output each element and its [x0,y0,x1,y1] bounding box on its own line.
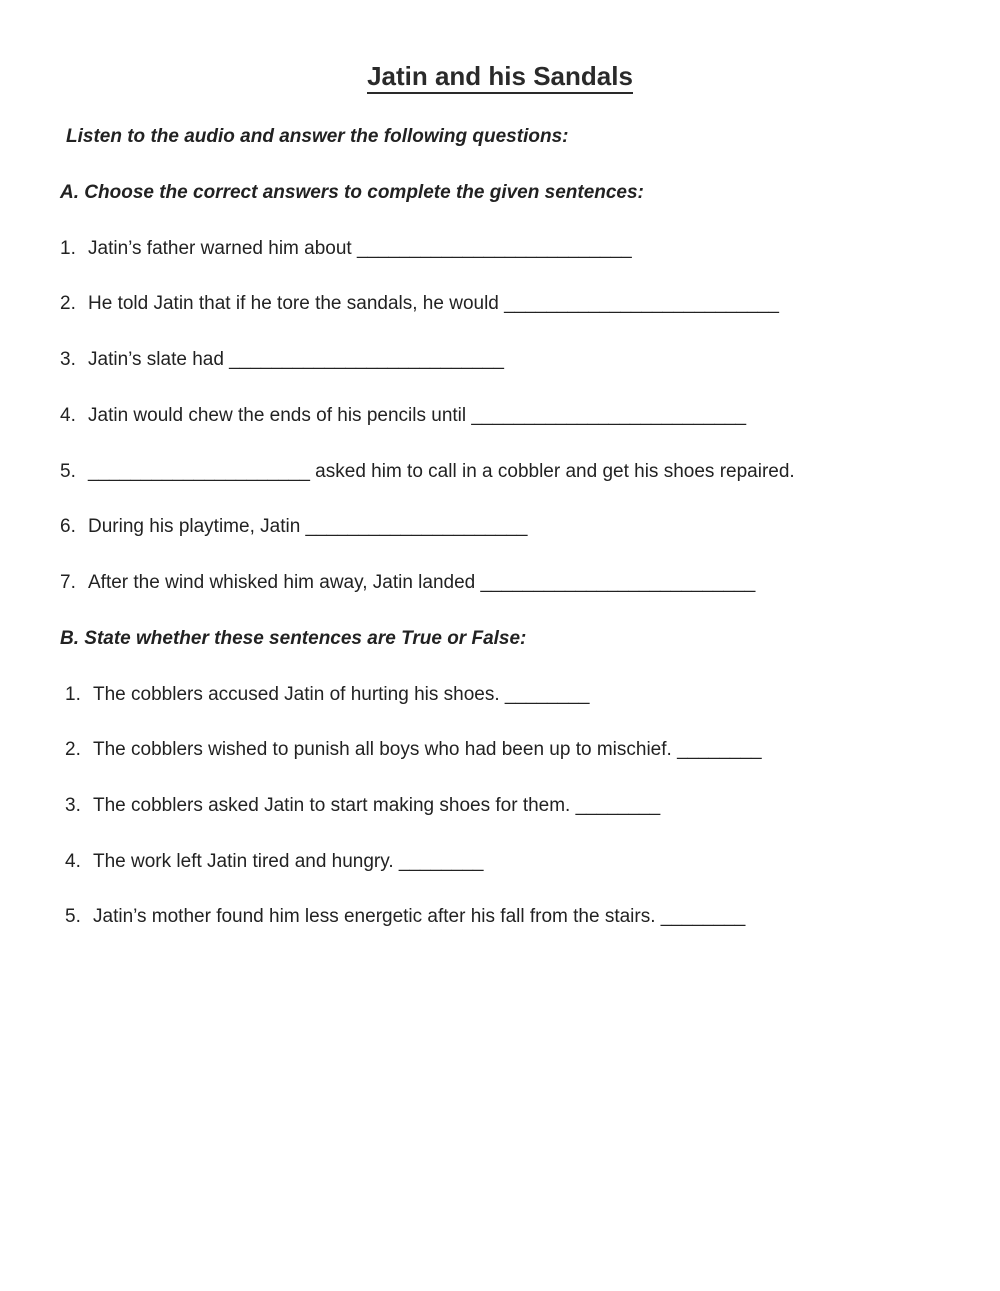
section-b-question-5 [65,904,745,930]
section-b-heading: B. State whether these sentences are True or False: [60,628,527,649]
section-a-question-5 [60,459,795,485]
question-number: 2. [60,293,76,314]
instruction-text: Listen to the audio and answer the following questions: [66,126,569,147]
question-number: 3. [65,795,81,816]
question-number: 7. [60,572,76,593]
title-text: Jatin and his Sandals [367,61,633,94]
question-number: 6. [60,516,76,537]
section-b-question-1 [65,682,589,708]
question-number: 4. [65,851,81,872]
section-a-question-4 [60,403,746,429]
section-a-question-7 [60,570,755,596]
question-text: The cobblers asked Jatin to start making shoes for them. ________ [93,795,661,816]
question-text: _____________________ asked him to call in a cobbler and get his shoes repaired. [88,461,795,482]
question-number: 1. [65,684,81,705]
section-b-question-2 [65,737,762,763]
question-text: The cobblers accused Jatin of hurting his shoes. ________ [93,684,590,705]
section-b-question-4 [65,849,483,875]
section-b-question-3 [65,793,660,819]
section-a-heading: A. Choose the correct answers to complete the given sentences: [60,182,644,203]
question-text: Jatin’s mother found him less energetic after his fall from the stairs. ________ [93,906,746,927]
section-a-question-3 [60,347,504,373]
question-text: The work left Jatin tired and hungry. ________ [93,851,484,872]
question-number: 1. [60,238,76,259]
question-text: During his playtime, Jatin _____________________ [88,516,528,537]
section-a-question-1 [60,236,632,262]
question-text: Jatin’s father warned him about __________________________ [88,238,632,259]
question-text: The cobblers wished to punish all boys who had been up to mischief. ________ [93,739,762,760]
section-a-question-2 [60,291,779,317]
question-text: Jatin’s slate had __________________________ [88,349,504,370]
worksheet-title [0,58,1000,94]
question-number: 4. [60,405,76,426]
question-number: 2. [65,739,81,760]
question-text: After the wind whisked him away, Jatin landed __________________________ [88,572,756,593]
question-text: He told Jatin that if he tore the sandals, he would __________________________ [88,293,779,314]
question-number: 5. [60,461,76,482]
section-a-question-6 [60,514,527,540]
question-number: 5. [65,906,81,927]
question-text: Jatin would chew the ends of his pencils until __________________________ [88,405,747,426]
question-number: 3. [60,349,76,370]
